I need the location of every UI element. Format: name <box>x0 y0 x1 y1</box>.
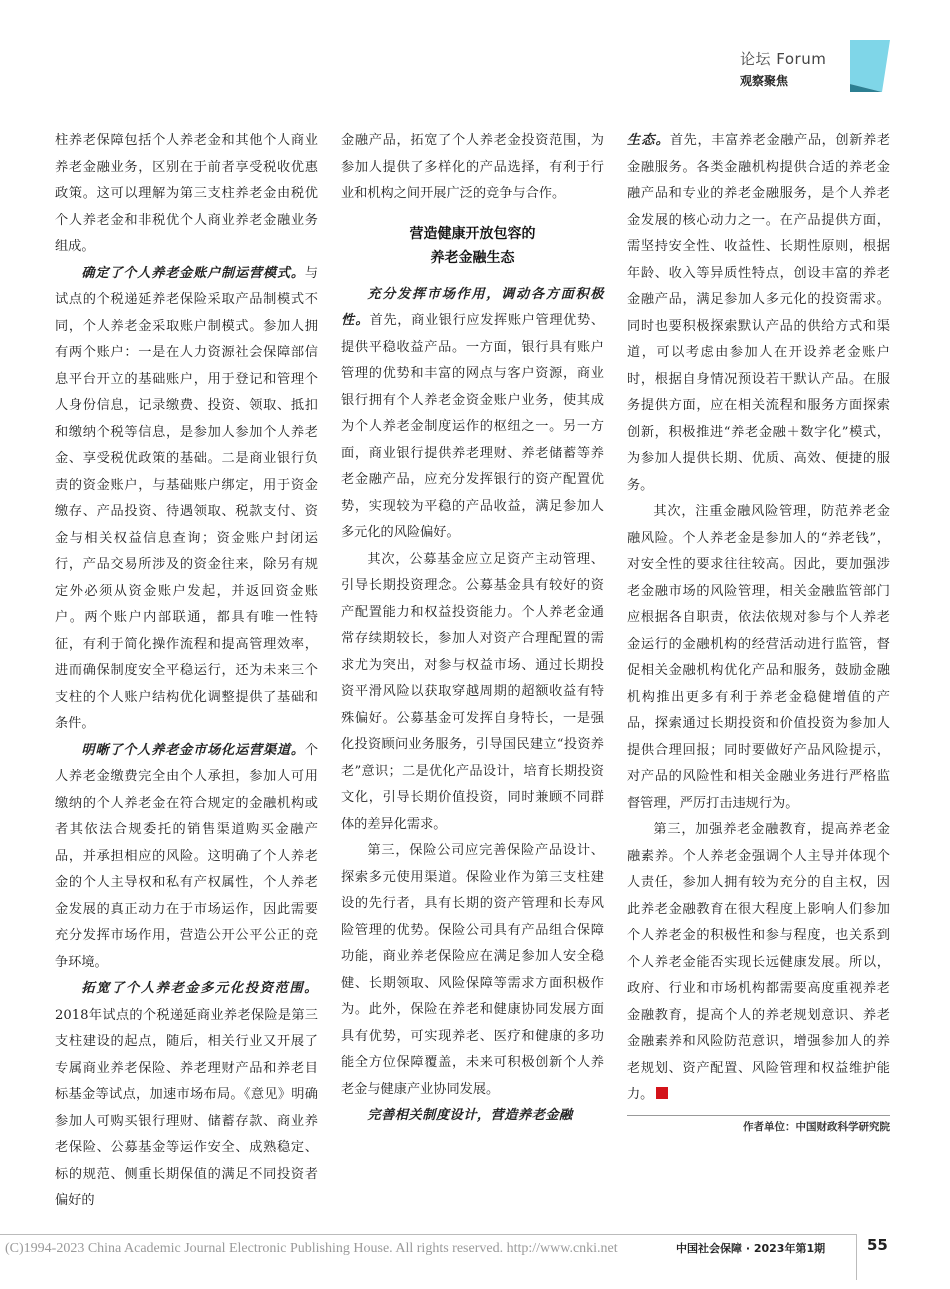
footer-divider <box>0 1234 856 1235</box>
paragraph-body: 2018年试点的个税递延商业养老保险是第三支柱建设的起点，随后，相关行业又开展了专属商业养老保险、养老理财产品和养老目标基金等试点，加速市场布局。《意见》明确参加人可购买银行理财、储蓄存款、商业养老保险、公募基金等运作安全、成熟稳定、标的规范、侧重长期保值的满足不同投资者偏好的 <box>55 1007 318 1208</box>
paragraph <box>627 817 890 1109</box>
paragraph <box>341 282 604 547</box>
header-block <box>716 40 896 100</box>
paragraph-body: 个人养老金缴费完全由个人承担，参加人可用缴纳的个人养老金在符合规定的金融机构或者其依法合规委托的销售渠道购买金融产品，并承担相应的风险。这明确了个人养老金的个人主导权和私有产权属性，个人养老金发展的真正动力在于市场运作，因此需要充分发挥市场作用，营造公开公平公正的竞争环境。 <box>55 742 318 970</box>
journal-name: 中国社会保障 · 2023年第1期 <box>676 1242 826 1255</box>
lead-in: 生态。 <box>627 133 670 148</box>
column-1 <box>55 128 318 1215</box>
paragraph <box>55 976 318 1215</box>
end-mark-icon <box>656 1087 668 1099</box>
paragraph-body: 首先，丰富养老金融产品，创新养老金融服务。各类金融机构提供合适的养老金融产品和专业的养老金融服务，是个人养老金发展的核心动力之一。在产品提供方面，需坚持安全性、收益性、长期性原则，根据年龄、收入等异质性特点，创设丰富的养老金融产品，满足参加人多元化的投资需求。同时也要积极探索默认产品的供给方式和渠道，可以考虑由参加人在开设养老金账户时，根据自身情况预设若干默认产品。在服务提供方面，应在相关流程和服务方面探索创新，积极推进“养老金融＋数字化”模式，为参加人提供长期、优质、高效、便捷的服务。 <box>627 133 891 493</box>
paragraph-body: 第三，加强养老金融教育，提高养老金融素养。个人养老金强调个人主导并体现个人责任，参加人拥有较为充分的自主权，因此养老金融教育在很大程度上影响人们参加个人养老金的积极性和参与程度，也关系到个人养老金能否实现长远健康发展。所以，政府、行业和市场机构都需要高度重视养老金融教育，提高个人的养老规划意识、养老金融素养和风险防范意识，增强参加人的养老规划、资产配置、风险管理和权益维护能力。 <box>627 822 890 1102</box>
lead-in: 明晰了个人养老金市场化运营渠道。 <box>81 742 305 758</box>
paragraph: 柱养老保障包括个人养老金和其他个人商业养老金融业务，区别在于前者享受税收优惠政策。这可以理解为第三支柱养老金由税优个人养老金和非税优个人商业养老金融业务组成。 <box>55 133 318 254</box>
divider <box>627 1115 890 1116</box>
paragraph <box>55 261 318 738</box>
lead-in: 拓宽了个人养老金多元化投资范围。 <box>81 981 318 996</box>
copyright-watermark: (C)1994-2023 China Academic Journal Electronic Publishing House. All rights reserved. http://www.cnki.net <box>5 1241 618 1256</box>
paragraph: 第三，保险公司应完善保险产品设计、探索多元使用渠道。保险业作为第三支柱建设的先行者，具有长期的资产管理和长寿风险管理的优势。保险公司具有产品组合保障功能，商业养老保险应在满足参加人安全稳健、长期领取、风险保障等需求方面积极作为。此外，保险在养老和健康协同发展方面具有优势，可实现养老、医疗和健康的多功能全方位保障覆盖，未来可积极创新个人养老金与健康产业协同发展。 <box>341 843 604 1097</box>
lead-in: 确定了个人养老金账户制运营模式。 <box>81 265 305 281</box>
paragraph: 其次，注重金融风险管理，防范养老金融风险。个人养老金是参加人的“养老钱”，对安全性的要求往往较高。因此，要加强涉老金融市场的风险管理，相关金融监管部门应根据各自职责，依法依规对参与个人养老金运行的金融机构的经营活动进行监管，督促相关金融机构优化产品和服务，鼓励金融机构推出更多有利于养老金稳健增值的产品，探索通过长期投资和价值投资为参加人提供合理回报；同时要做好产品风险提示，对产品的风险性和相关金融业务进行严格监督管理，严厉打击违规行为。 <box>627 504 890 811</box>
paragraph-body: 首先，商业银行应发挥账户管理优势、提供平稳收益产品。一方面，银行具有账户管理的优势和丰富的网点与客户资源，商业银行拥有个人养老金资金账户业务，使其成为个人养老金制度运作的枢纽之一。另一方面，商业银行提供养老理财、养老储蓄等养老金融产品，应充分发挥银行的资产配置优势，实现较为平稳的产品收益，满足参加人多元化的风险偏好。 <box>341 313 605 540</box>
page-number: 55 <box>867 1236 888 1254</box>
paragraph <box>55 738 318 977</box>
header-title: 论坛 Forum <box>740 50 827 68</box>
paragraph: 金融产品，拓宽了个人养老金投资范围，为参加人提供了多样化的产品选择，有利于行业和机构之间开展广泛的竞争与合作。 <box>341 133 604 201</box>
section-heading-line: 养老金融生态 <box>430 249 515 266</box>
author-affiliation: 作者单位：中国财政科学研究院 <box>743 1120 890 1133</box>
section-heading-line: 营造健康开放包容的 <box>409 225 536 242</box>
paragraph-body: 与试点的个税递延养老保险采取产品制模式不同，个人养老金采取账户制模式。参加人拥有两个账户：一是在人力资源社会保障部信息平台开立的基础账户，用于登记和管理个人身份信息，记录缴费、投资、领取、抵扣和缴纳个税等信息，是参加人参加个人养老金、享受税优政策的基础。二是商业银行负责的资金账户，与基础账户绑定，用于资金缴存、产品投资、待遇领取、税款支付、资金与相关权益信息查询；资金账户封闭运行，产品交易所涉及的资金往来，除另有规定外必须从资金账户发起，并返回资金账户。两个账户内部联通，都具有唯一性特征，有利于简化操作流程和提高管理效率，进而确保制度安全平稳运行，还为未来三个支柱的个人账户结构优化调整提供了基础和条件。 <box>55 265 318 731</box>
header-tab-icon <box>850 40 890 92</box>
section-heading <box>341 222 604 270</box>
paragraph <box>341 1103 604 1130</box>
footer-vertical-divider <box>856 1234 857 1280</box>
header-subtitle: 观察聚焦 <box>740 74 789 88</box>
lead-in: 完善相关制度设计，营造养老金融 <box>367 1108 573 1123</box>
column-2 <box>341 128 604 1130</box>
lead-in: 充分发挥市场作用，调动各方面积极性。 <box>341 286 604 328</box>
paragraph <box>627 128 890 499</box>
paragraph: 其次，公募基金应立足资产主动管理、引导长期投资理念。公募基金具有较好的资产配置能力和权益投资能力。个人养老金通常存续期较长，参加人对资产合理配置的需求尤为突出，对参与权益市场、通过长期投资平滑风险以获取穿越周期的超额收益有特殊偏好。公募基金可发挥自身特长，一是强化投资顾问业务服务，引导国民建立“投资养老”意识；二是优化产品设计，培育长期投资文化，引导长期价值投资，同时兼顾不同群体的差异化需求。 <box>341 551 604 832</box>
column-3 <box>627 128 890 1136</box>
